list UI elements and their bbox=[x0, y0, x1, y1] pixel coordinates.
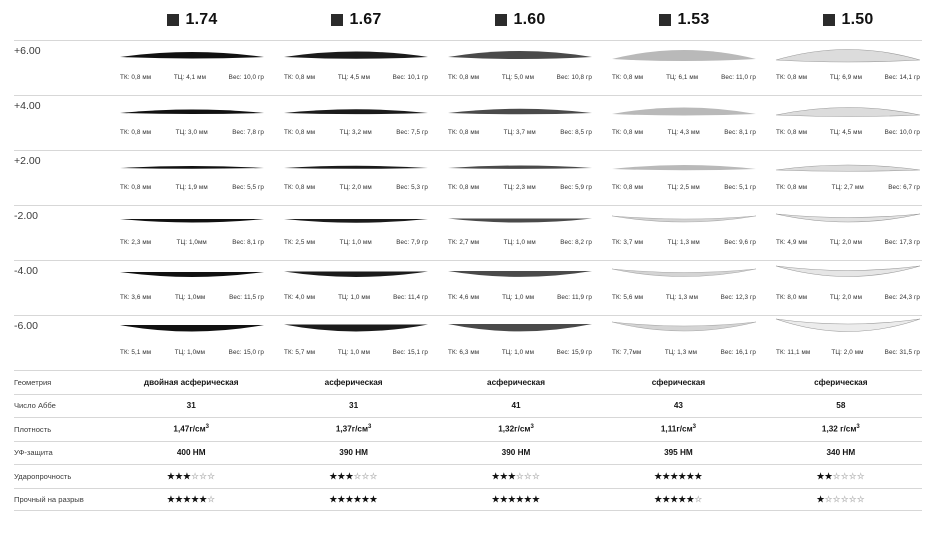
lens-cell bbox=[766, 151, 930, 205]
spec-center-thickness: ТЦ: 2,5 мм bbox=[667, 184, 700, 191]
spec-weight: Вес: 10,0 гр bbox=[228, 74, 264, 81]
spec-edge-thickness: ТК: 4,9 мм bbox=[776, 239, 808, 246]
table-row bbox=[14, 488, 922, 512]
lens-profile-plus-174 bbox=[118, 96, 266, 130]
density-value: 1,32 г/см bbox=[821, 425, 857, 435]
spec-edge-thickness: ТК: 2,3 мм bbox=[120, 239, 152, 246]
table-row bbox=[14, 441, 922, 465]
power-label: -6.00 bbox=[14, 320, 38, 332]
spec-center-thickness: ТЦ: 1,0 мм bbox=[339, 239, 372, 246]
spec-center-thickness: ТЦ: 1,3 мм bbox=[665, 294, 698, 301]
power-label: +2.00 bbox=[14, 155, 41, 167]
spec-center-thickness: ТЦ: 4,3 мм bbox=[667, 129, 700, 136]
rating-stars: ★★★☆☆☆ bbox=[491, 470, 541, 481]
property-name: Ударопрочность bbox=[14, 471, 72, 481]
spec-weight: Вес: 16,1 гр bbox=[720, 349, 756, 356]
lens-cell bbox=[274, 206, 438, 260]
lens-profile-minus-174 bbox=[118, 261, 266, 295]
lens-cell bbox=[438, 96, 602, 150]
spec-weight: Вес: 6,7 гр bbox=[888, 184, 920, 191]
spec-weight: Вес: 15,0 гр bbox=[228, 349, 264, 356]
spec-edge-thickness: ТК: 0,8 мм bbox=[776, 74, 808, 81]
property-name: Геометрия bbox=[14, 377, 52, 387]
spec-edge-thickness: ТК: 5,1 мм bbox=[120, 349, 152, 356]
spec-center-thickness: ТЦ: 1,0мм bbox=[174, 294, 206, 301]
property-value: 400 НМ bbox=[176, 448, 206, 458]
power-label: +6.00 bbox=[14, 45, 41, 57]
spec-weight: Вес: 10,8 гр bbox=[556, 74, 592, 81]
spec-edge-thickness: ТК: 0,8 мм bbox=[612, 184, 644, 191]
spec-edge-thickness: ТК: 5,6 мм bbox=[612, 294, 644, 301]
lens-cell bbox=[766, 261, 930, 315]
lens-profile-minus-153 bbox=[610, 316, 758, 350]
rating-stars: ★★★★★☆ bbox=[654, 493, 703, 504]
lens-cell bbox=[602, 96, 766, 150]
spec-center-thickness: ТЦ: 2,3 мм bbox=[503, 184, 536, 191]
header-column-2 bbox=[274, 11, 438, 29]
lens-cell bbox=[274, 96, 438, 150]
lens-profile-plus-174 bbox=[118, 151, 266, 185]
spec-weight: Вес: 14,1 гр bbox=[884, 74, 920, 81]
lens-cell bbox=[110, 96, 274, 150]
property-value bbox=[272, 495, 434, 504]
lens-profile-minus-150 bbox=[774, 316, 922, 350]
lens-profile-minus-167 bbox=[282, 261, 430, 295]
property-value bbox=[110, 495, 272, 504]
spec-edge-thickness: ТК: 5,7 мм bbox=[284, 349, 316, 356]
lens-cell bbox=[110, 151, 274, 205]
spec-edge-thickness: ТК: 8,0 мм bbox=[776, 294, 808, 301]
color-swatch-icon bbox=[331, 14, 343, 26]
spec-center-thickness: ТЦ: 1,0 мм bbox=[502, 294, 535, 301]
property-value: 31 bbox=[186, 401, 196, 411]
spec-weight: Вес: 8,1 гр bbox=[232, 239, 264, 246]
lens-profile-plus-153 bbox=[610, 96, 758, 130]
property-value: 390 НМ bbox=[339, 448, 368, 458]
spec-center-thickness: ТЦ: 1,0 мм bbox=[503, 239, 536, 246]
spec-edge-thickness: ТК: 0,8 мм bbox=[612, 74, 644, 81]
spec-weight: Вес: 7,5 гр bbox=[396, 129, 428, 136]
spec-edge-thickness: ТК: 4,6 мм bbox=[448, 294, 480, 301]
spec-weight: Вес: 31,5 гр bbox=[884, 349, 920, 356]
spec-weight: Вес: 10,1 гр bbox=[392, 74, 428, 81]
table-row bbox=[14, 394, 922, 418]
spec-edge-thickness: ТК: 3,7 мм bbox=[612, 239, 644, 246]
spec-edge-thickness: ТК: 0,8 мм bbox=[284, 184, 316, 191]
spec-edge-thickness: ТК: 3,6 мм bbox=[120, 294, 152, 301]
property-value bbox=[597, 424, 759, 434]
spec-weight: Вес: 11,0 гр bbox=[721, 74, 756, 81]
lens-cell bbox=[766, 41, 930, 95]
spec-center-thickness: ТЦ: 1,3 мм bbox=[664, 349, 698, 356]
power-row bbox=[14, 40, 922, 95]
power-label: -4.00 bbox=[14, 265, 38, 277]
spec-weight: Вес: 17,3 гр bbox=[884, 239, 920, 246]
lens-cell bbox=[602, 316, 766, 370]
spec-edge-thickness: ТК: 0,8 мм bbox=[120, 129, 152, 136]
color-swatch-icon bbox=[823, 14, 835, 26]
index-label: 1.60 bbox=[513, 11, 546, 28]
lens-profile-plus-167 bbox=[282, 41, 430, 75]
density-exponent: 3 bbox=[368, 424, 372, 431]
property-value bbox=[272, 424, 434, 434]
density-value: 1,11г/см bbox=[660, 425, 693, 435]
property-value: 41 bbox=[511, 401, 521, 411]
property-value: двойная асферическая bbox=[143, 377, 239, 387]
spec-center-thickness: ТЦ: 3,7 мм bbox=[503, 129, 536, 136]
index-label: 1.50 bbox=[841, 11, 874, 28]
property-value bbox=[110, 472, 272, 481]
spec-center-thickness: ТЦ: 6,1 мм bbox=[666, 74, 699, 81]
index-label: 1.74 bbox=[185, 11, 218, 28]
spec-center-thickness: ТЦ: 2,7 мм bbox=[831, 184, 864, 191]
power-row bbox=[14, 150, 922, 205]
spec-edge-thickness: ТК: 0,8 мм bbox=[120, 74, 152, 81]
spec-edge-thickness: ТК: 2,5 мм bbox=[284, 239, 316, 246]
lens-profile-minus-153 bbox=[610, 261, 758, 295]
color-swatch-icon bbox=[167, 14, 179, 26]
density-value: 1,37г/см bbox=[335, 425, 369, 435]
spec-weight: Вес: 15,9 гр bbox=[556, 349, 592, 356]
spec-edge-thickness: ТК: 0,8 мм bbox=[448, 129, 480, 136]
property-name: Прочный на разрыв bbox=[14, 494, 84, 504]
lens-cell bbox=[766, 206, 930, 260]
property-value bbox=[435, 472, 597, 481]
lens-cell bbox=[274, 261, 438, 315]
lens-cell bbox=[438, 151, 602, 205]
lens-cell bbox=[110, 206, 274, 260]
lens-profile-minus-174 bbox=[118, 206, 266, 240]
power-rows bbox=[0, 40, 930, 370]
spec-center-thickness: ТЦ: 4,5 мм bbox=[337, 74, 370, 81]
color-swatch-icon bbox=[659, 14, 671, 26]
lens-cell bbox=[766, 96, 930, 150]
index-label: 1.53 bbox=[677, 11, 710, 28]
spec-center-thickness: ТЦ: 2,0 мм bbox=[831, 349, 864, 356]
spec-edge-thickness: ТК: 0,8 мм bbox=[776, 129, 808, 136]
property-value: 31 bbox=[349, 401, 359, 411]
rating-stars: ★☆☆☆☆☆ bbox=[816, 493, 865, 504]
lens-cell bbox=[438, 261, 602, 315]
lens-profile-minus-167 bbox=[282, 316, 430, 350]
power-label: -2.00 bbox=[14, 210, 38, 222]
power-row bbox=[14, 205, 922, 260]
index-label: 1.67 bbox=[349, 11, 382, 28]
property-name: Плотность bbox=[14, 424, 52, 434]
property-value bbox=[597, 472, 759, 481]
lens-profile-minus-150 bbox=[774, 261, 922, 295]
property-value: асферическая bbox=[324, 377, 383, 387]
lens-profile-plus-167 bbox=[282, 151, 430, 185]
density-exponent: 3 bbox=[856, 424, 860, 431]
header-column-3 bbox=[438, 11, 602, 29]
index-header-row bbox=[0, 0, 930, 40]
lens-cell bbox=[110, 41, 274, 95]
spec-weight: Вес: 15,1 гр bbox=[392, 349, 428, 356]
spec-center-thickness: ТЦ: 1,0 мм bbox=[338, 294, 371, 301]
property-value bbox=[435, 424, 597, 434]
header-column-1 bbox=[110, 11, 274, 29]
rating-stars: ★★★★★★ bbox=[654, 470, 703, 481]
property-value bbox=[597, 495, 759, 504]
spec-center-thickness: ТЦ: 2,0 мм bbox=[829, 294, 862, 301]
lens-cell bbox=[438, 41, 602, 95]
spec-weight: Вес: 7,8 гр bbox=[232, 129, 264, 136]
spec-edge-thickness: ТК: 0,8 мм bbox=[776, 184, 808, 191]
spec-weight: Вес: 5,5 гр bbox=[232, 184, 264, 191]
lens-cell bbox=[602, 41, 766, 95]
spec-weight: Вес: 24,3 гр bbox=[884, 294, 920, 301]
lens-cell bbox=[766, 316, 930, 370]
lens-profile-minus-150 bbox=[774, 206, 922, 240]
spec-center-thickness: ТЦ: 1,9 мм bbox=[175, 184, 208, 191]
property-value bbox=[760, 495, 922, 504]
spec-center-thickness: ТЦ: 1,0 мм bbox=[501, 349, 534, 356]
spec-weight: Вес: 10,0 гр bbox=[884, 129, 920, 136]
lens-profile-plus-160 bbox=[446, 151, 594, 185]
spec-edge-thickness: ТК: 0,8 мм bbox=[120, 184, 152, 191]
lens-cell bbox=[602, 151, 766, 205]
lens-profile-plus-160 bbox=[446, 41, 594, 75]
spec-center-thickness: ТЦ: 1,0мм bbox=[174, 349, 206, 356]
lens-cell bbox=[438, 316, 602, 370]
lens-profile-plus-174 bbox=[118, 41, 266, 75]
property-name: Число Аббе bbox=[14, 401, 56, 411]
spec-edge-thickness: ТК: 11,1 мм bbox=[776, 349, 811, 356]
spec-center-thickness: ТЦ: 6,9 мм bbox=[829, 74, 862, 81]
property-value: сферическая bbox=[651, 377, 706, 387]
lens-cell bbox=[110, 261, 274, 315]
lens-cell bbox=[438, 206, 602, 260]
density-value: 1,47г/см bbox=[173, 425, 206, 435]
spec-edge-thickness: ТК: 6,3 мм bbox=[448, 349, 480, 356]
lens-profile-plus-153 bbox=[610, 41, 758, 75]
lens-profile-minus-160 bbox=[446, 316, 594, 350]
spec-edge-thickness: ТК: 7,7мм bbox=[612, 349, 642, 356]
color-swatch-icon bbox=[495, 14, 507, 26]
rating-stars: ★★★☆☆☆ bbox=[167, 470, 216, 481]
sheet-footer bbox=[0, 511, 930, 519]
table-row bbox=[14, 464, 922, 488]
spec-edge-thickness: ТК: 0,8 мм bbox=[448, 184, 480, 191]
spec-center-thickness: ТЦ: 2,0 мм bbox=[339, 184, 372, 191]
property-value: 395 НМ bbox=[664, 448, 693, 458]
spec-weight: Вес: 11,4 гр bbox=[393, 294, 428, 301]
power-row bbox=[14, 260, 922, 315]
property-value: 43 bbox=[673, 401, 683, 411]
spec-weight: Вес: 8,1 гр bbox=[724, 129, 756, 136]
density-exponent: 3 bbox=[692, 424, 696, 431]
lens-cell bbox=[274, 316, 438, 370]
property-value bbox=[110, 424, 272, 434]
spec-weight: Вес: 11,5 гр bbox=[229, 294, 264, 301]
table-row bbox=[14, 417, 922, 441]
property-table bbox=[0, 370, 930, 511]
spec-weight: Вес: 12,3 гр bbox=[720, 294, 756, 301]
spec-center-thickness: ТЦ: 2,0 мм bbox=[829, 239, 862, 246]
lens-cell bbox=[274, 151, 438, 205]
spec-edge-thickness: ТК: 0,8 мм bbox=[284, 129, 316, 136]
spec-center-thickness: ТЦ: 4,1 мм bbox=[173, 74, 206, 81]
rating-stars: ★★★☆☆☆ bbox=[329, 470, 378, 481]
property-value: 340 НМ bbox=[826, 448, 856, 458]
property-value bbox=[760, 472, 922, 481]
spec-center-thickness: ТЦ: 3,0 мм bbox=[175, 129, 208, 136]
spec-center-thickness: ТЦ: 1,0 мм bbox=[337, 349, 370, 356]
property-value bbox=[760, 424, 922, 434]
spec-weight: Вес: 8,5 гр bbox=[560, 129, 592, 136]
lens-cell bbox=[602, 206, 766, 260]
spec-weight: Вес: 5,3 гр bbox=[396, 184, 428, 191]
spec-center-thickness: ТЦ: 3,2 мм bbox=[339, 129, 372, 136]
lens-profile-minus-160 bbox=[446, 261, 594, 295]
spec-edge-thickness: ТК: 0,8 мм bbox=[612, 129, 644, 136]
lens-profile-plus-150 bbox=[774, 41, 922, 75]
rating-stars: ★★★★★☆ bbox=[167, 493, 216, 504]
lens-profile-plus-167 bbox=[282, 96, 430, 130]
lens-profile-minus-167 bbox=[282, 206, 430, 240]
power-row bbox=[14, 315, 922, 370]
property-value: асферическая bbox=[487, 377, 545, 387]
spec-weight: Вес: 7,9 гр bbox=[396, 239, 428, 246]
spec-center-thickness: ТЦ: 4,5 мм bbox=[829, 129, 862, 136]
table-row bbox=[14, 370, 922, 394]
property-value: 58 bbox=[836, 401, 846, 411]
spec-edge-thickness: ТК: 0,8 мм bbox=[448, 74, 480, 81]
property-value bbox=[435, 495, 597, 504]
spec-edge-thickness: ТК: 4,0 мм bbox=[284, 294, 316, 301]
spec-edge-thickness: ТК: 2,7 мм bbox=[448, 239, 480, 246]
spec-edge-thickness: ТК: 0,8 мм bbox=[284, 74, 316, 81]
header-column-5 bbox=[766, 11, 930, 29]
header-column-4 bbox=[602, 11, 766, 29]
lens-profile-plus-153 bbox=[610, 151, 758, 185]
lens-profile-minus-160 bbox=[446, 206, 594, 240]
property-value bbox=[272, 472, 434, 481]
lens-profile-minus-174 bbox=[118, 316, 266, 350]
density-value: 1,32г/см bbox=[498, 425, 531, 435]
spec-weight: Вес: 9,6 гр bbox=[724, 239, 756, 246]
spec-weight: Вес: 11,9 гр bbox=[557, 294, 592, 301]
lens-cell bbox=[602, 261, 766, 315]
lens-cell bbox=[110, 316, 274, 370]
power-row bbox=[14, 95, 922, 150]
property-value: 390 НМ bbox=[501, 448, 531, 458]
spec-weight: Вес: 5,9 гр bbox=[560, 184, 592, 191]
lens-profile-plus-150 bbox=[774, 96, 922, 130]
density-exponent: 3 bbox=[205, 424, 209, 431]
rating-stars: ★★★★★★ bbox=[329, 493, 378, 504]
lens-profile-plus-150 bbox=[774, 151, 922, 185]
spec-center-thickness: ТЦ: 5,0 мм bbox=[501, 74, 534, 81]
power-label: +4.00 bbox=[14, 100, 41, 112]
density-exponent: 3 bbox=[530, 424, 534, 431]
spec-center-thickness: ТЦ: 1,3 мм bbox=[667, 239, 700, 246]
spec-weight: Вес: 8,2 гр bbox=[560, 239, 592, 246]
rating-stars: ★★☆☆☆☆ bbox=[816, 470, 865, 481]
rating-stars: ★★★★★★ bbox=[491, 493, 541, 504]
property-value: сферическая bbox=[814, 377, 868, 387]
spec-weight: Вес: 5,1 гр bbox=[724, 184, 756, 191]
lens-profile-minus-153 bbox=[610, 206, 758, 240]
lens-profile-plus-160 bbox=[446, 96, 594, 130]
spec-center-thickness: ТЦ: 1,0мм bbox=[176, 239, 207, 246]
lens-cell bbox=[274, 41, 438, 95]
property-name: УФ-защита bbox=[14, 448, 53, 458]
